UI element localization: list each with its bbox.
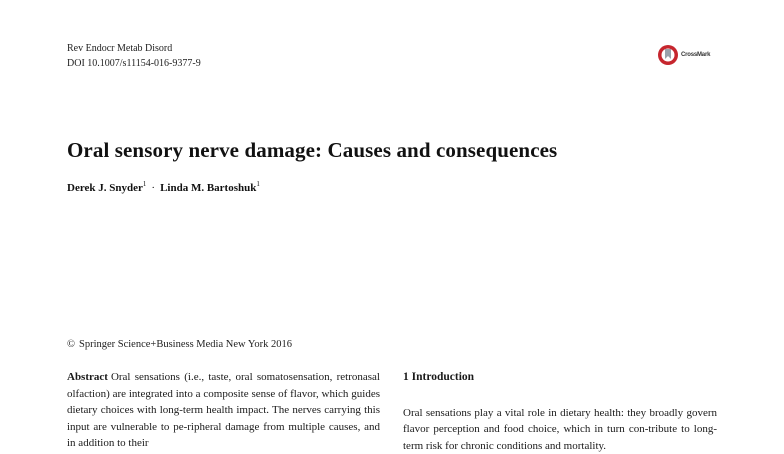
crossmark-icon — [657, 44, 679, 66]
introduction-text: Oral sensations play a vital role in dietary health: they broadly govern flavor perception and food choice, which in turn con-tribute to long-term risk for chronic conditions and mortality. — [403, 405, 717, 454]
journal-name: Rev Endocr Metab Disord — [67, 41, 201, 56]
author-name[interactable]: Linda M. Bartoshuk — [160, 182, 256, 194]
journal-doi[interactable]: DOI 10.1007/s11154-016-9377-9 — [67, 56, 201, 71]
journal-header — [67, 41, 201, 71]
abstract-label: Abstract — [67, 371, 108, 383]
abstract-column — [67, 369, 380, 452]
copyright-text: Springer Science+Business Media New York 2016 — [79, 339, 292, 350]
section-heading-introduction: 1 Introduction — [403, 369, 717, 386]
crossmark-badge[interactable] — [657, 44, 710, 66]
author-list — [67, 182, 260, 194]
abstract-text: Oral sensations (i.e., taste, oral somatosensation, retronasal olfaction) are integrated into a composite sense of flavor, which guides dietary choices with long-term health impact. The nerves carrying this input are vulnerable to pe-ripheral damage from multiple causes, and in addition to their — [67, 371, 380, 449]
author-separator: · — [151, 182, 155, 194]
copyright-symbol: © — [67, 339, 75, 350]
crossmark-label: CrossMark — [681, 52, 710, 58]
introduction-column — [403, 369, 717, 454]
author-affiliation: 1 — [256, 180, 260, 188]
author-name[interactable]: Derek J. Snyder — [67, 182, 143, 194]
article-title: Oral sensory nerve damage: Causes and consequences — [67, 138, 557, 163]
author-affiliation: 1 — [143, 180, 147, 188]
copyright-line — [67, 339, 292, 350]
abstract-paragraph — [67, 369, 380, 452]
